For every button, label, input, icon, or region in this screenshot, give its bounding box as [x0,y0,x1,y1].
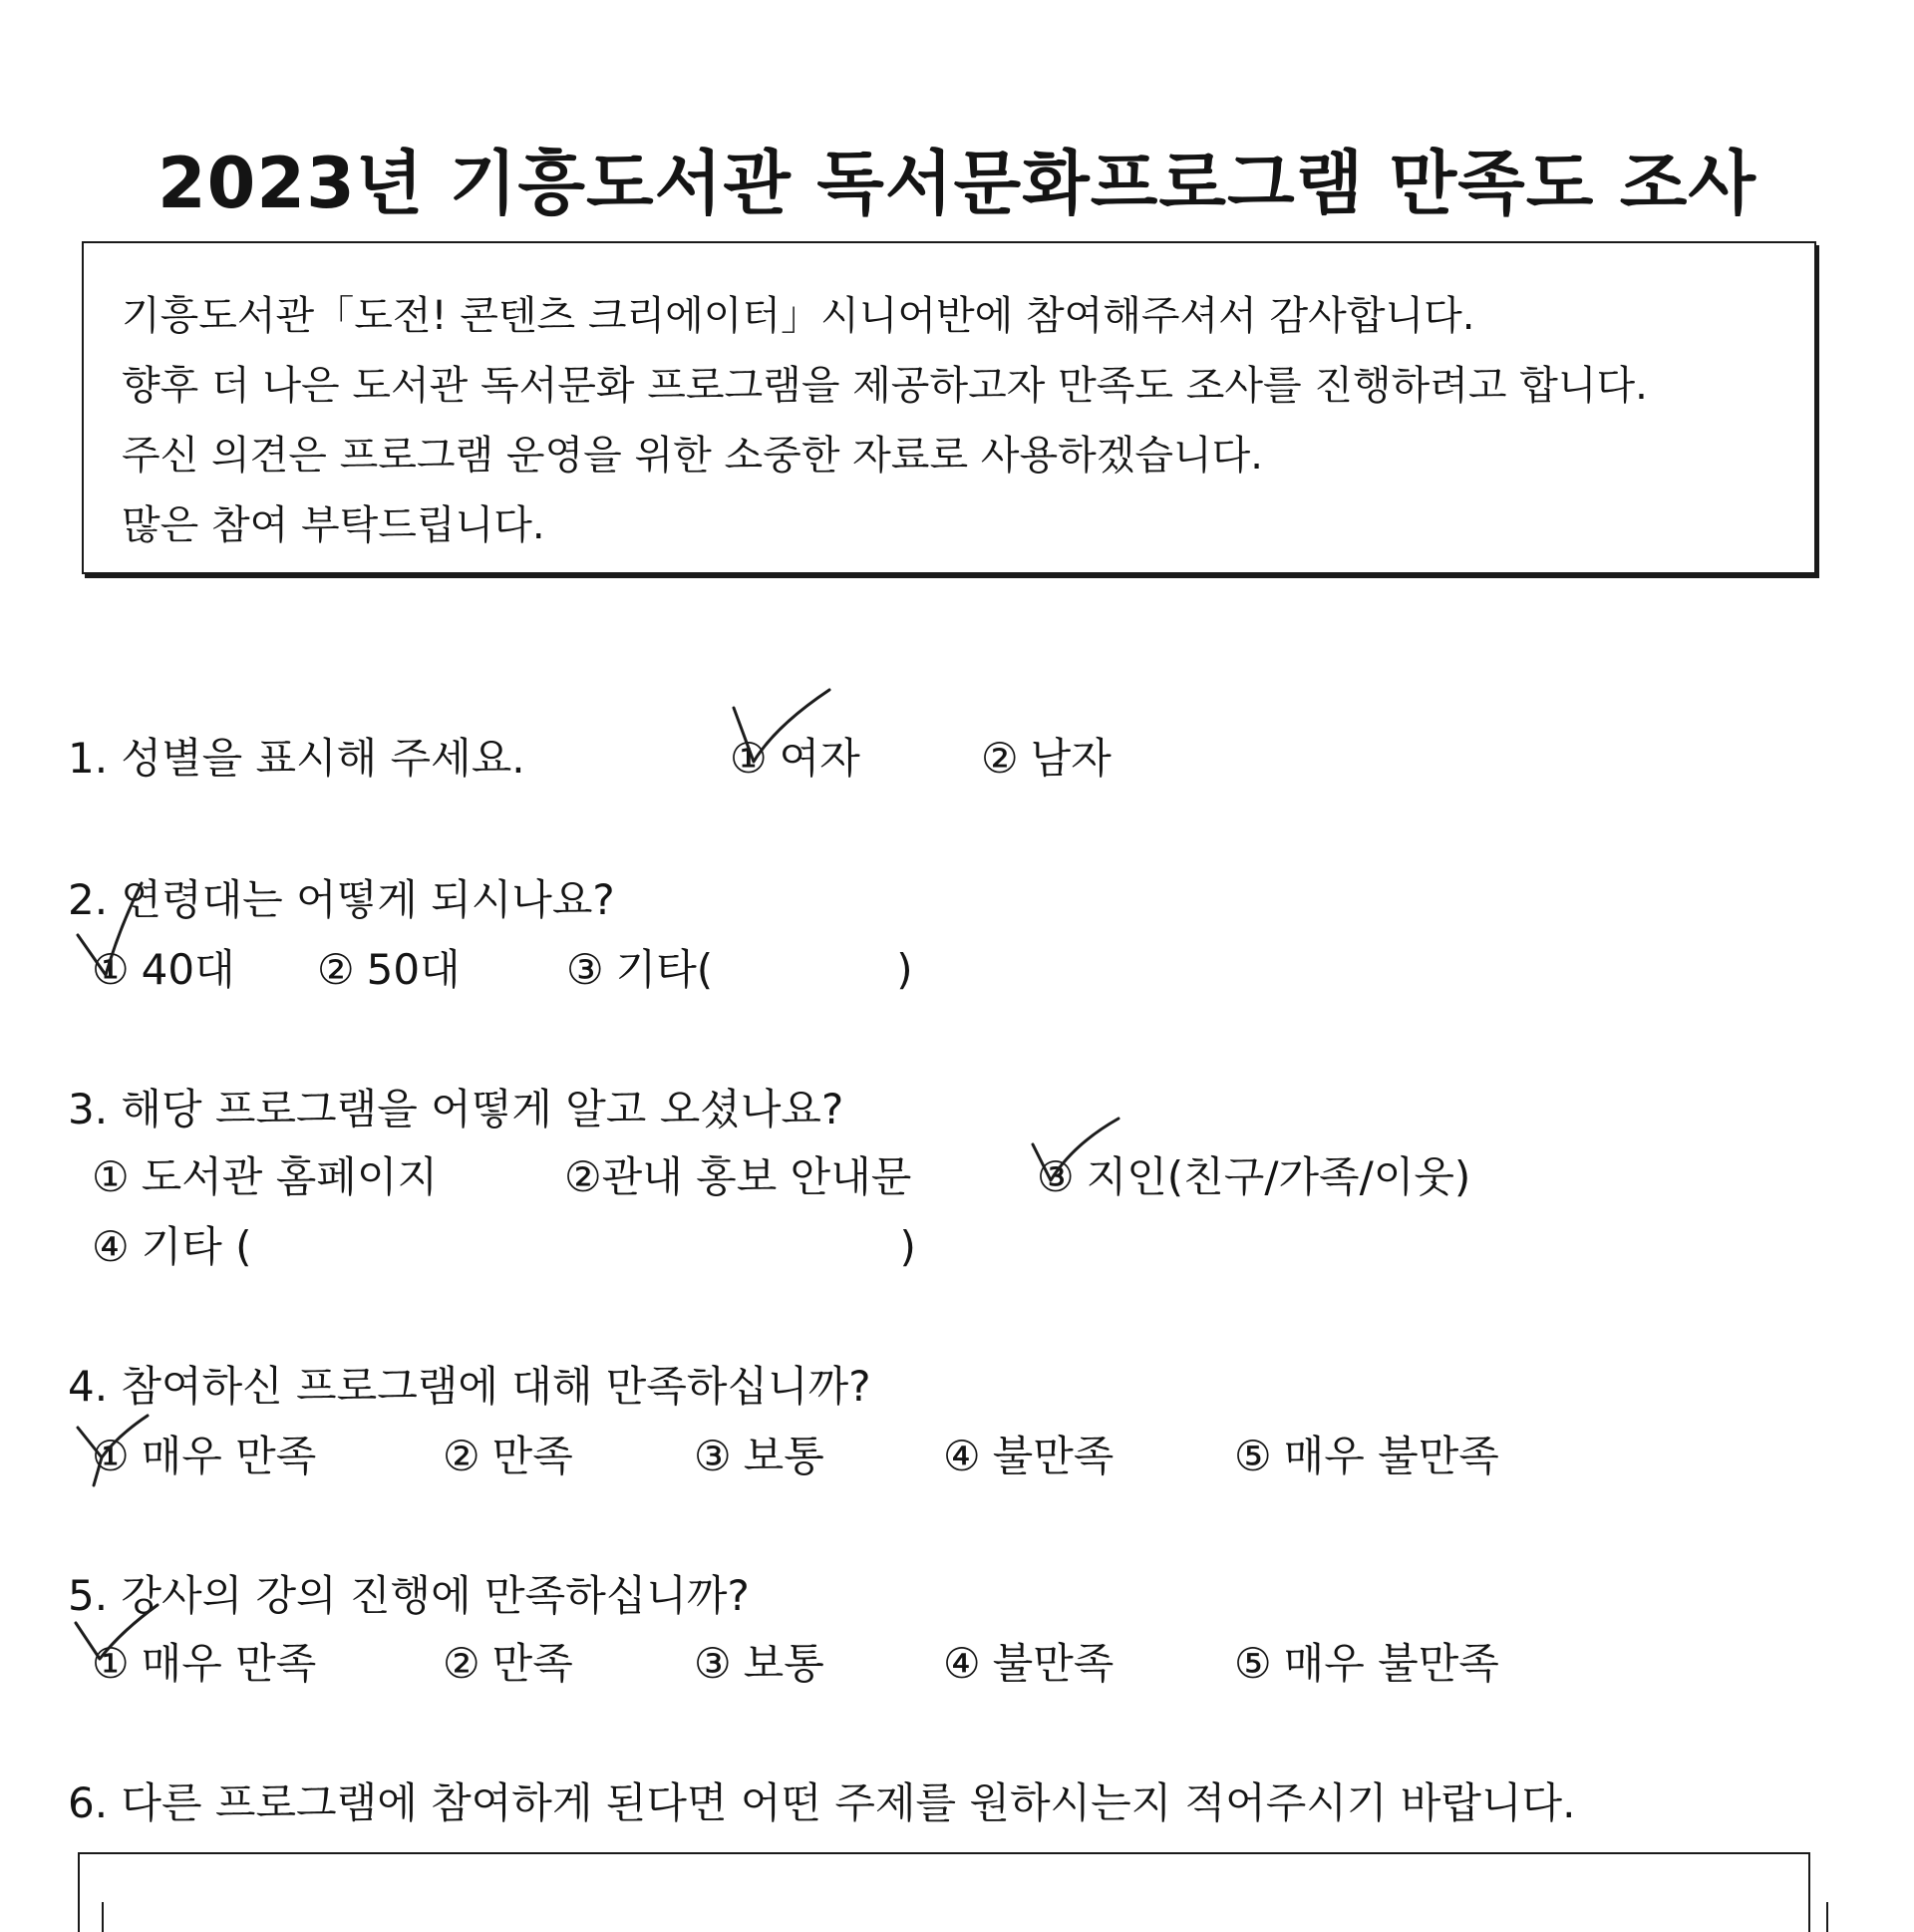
option-number: ② [981,734,1019,783]
q3-option-4[interactable] [92,1214,916,1274]
option-number: ④ [92,1222,130,1271]
survey-title: 2023년 기흥도서관 독서문화프로그램 만족도 조사 [157,143,1757,224]
option-number: ⑤ [1234,1432,1272,1480]
option-label: 도서관 홈페이지 [141,1152,439,1201]
option-number: ⑤ [1234,1639,1272,1688]
option-label: 보통 [743,1639,824,1688]
q3-option-3[interactable] [1037,1144,1470,1204]
q2-option-2[interactable] [317,937,461,997]
option-number: ③ [694,1639,732,1688]
q1-option-2[interactable] [981,726,1112,786]
option-number: ④ [943,1432,981,1480]
question-2: 2. 연령대는 어떻게 되시나요? [68,875,615,924]
option-number: ② [443,1639,480,1688]
option-close: ) [896,945,913,994]
question-6: 6. 다른 프로그램에 참여하게 된다면 어떤 주제를 원하시는지 적어주시기 바랍니다. [68,1778,1576,1827]
option-number: ② [564,1152,602,1201]
option-number: ④ [943,1639,981,1688]
q4-option-2[interactable] [443,1424,573,1483]
option-label: 만족 [491,1432,573,1480]
question-1: 1. 성별을 표시해 주세요. [68,734,525,783]
q4-option-1[interactable] [92,1424,316,1483]
option-label: 기타( [615,945,714,994]
q2-option-1[interactable] [92,937,235,997]
option-label: 지인(친구/가족/이웃) [1086,1152,1471,1201]
intro-box [82,241,1816,574]
q5-option-4[interactable] [943,1631,1114,1691]
option-number: ① [92,1152,130,1201]
option-label: 매우 불만족 [1283,1639,1499,1688]
option-label: 남자 [1030,734,1112,783]
option-number: ③ [1037,1152,1075,1201]
option-label: 보통 [743,1432,824,1480]
option-number: ① [92,945,130,994]
option-label: 불만족 [992,1639,1115,1688]
q5-option-1[interactable] [92,1631,316,1691]
q5-option-5[interactable] [1234,1631,1499,1691]
option-label: 만족 [491,1639,573,1688]
option-number: ① [92,1432,130,1480]
option-number: ② [317,945,355,994]
q2-option-3[interactable] [566,937,913,997]
q4-option-4[interactable] [943,1424,1114,1483]
option-number: ① [92,1639,130,1688]
q5-option-3[interactable] [694,1631,824,1691]
option-label: 관내 홍보 안내문 [601,1152,912,1201]
option-label: 매우 만족 [141,1432,317,1480]
q4-option-3[interactable] [694,1424,824,1483]
intro-line: 주신 의견은 프로그램 운영을 위한 소중한 자료로 사용하겠습니다. [122,433,1263,479]
option-number: ② [443,1432,480,1480]
question-4: 4. 참여하신 프로그램에 대해 만족하십니까? [68,1362,871,1411]
q4-option-5[interactable] [1234,1424,1499,1483]
option-label: 기타 ( [141,1222,252,1271]
option-number: ① [730,734,768,783]
option-label: 40대 [141,945,235,994]
option-label: 매우 만족 [141,1639,317,1688]
q5-option-2[interactable] [443,1631,573,1691]
option-label: 매우 불만족 [1283,1432,1499,1480]
q3-option-2[interactable] [564,1144,911,1204]
q3-option-1[interactable] [92,1144,438,1204]
answer-box-inner-frame [102,1902,1828,1932]
option-number: ③ [694,1432,732,1480]
option-label: 불만족 [992,1432,1115,1480]
intro-line: 기흥도서관「도전! 콘텐츠 크리에이터」시니어반에 참여해주셔서 감사합니다. [122,293,1475,339]
q1-option-1[interactable] [730,726,860,786]
option-number: ③ [566,945,604,994]
answer-textarea[interactable] [78,1852,1810,1932]
option-label: 50대 [366,945,461,994]
question-5: 5. 강사의 강의 진행에 만족하십니까? [68,1571,750,1620]
question-3: 3. 해당 프로그램을 어떻게 알고 오셨나요? [68,1085,844,1133]
option-close: ) [899,1222,916,1271]
intro-line: 많은 참여 부탁드립니다. [122,502,545,548]
option-label: 여자 [779,734,860,783]
intro-line: 향후 더 나은 도서관 독서문화 프로그램을 제공하고자 만족도 조사를 진행하려고 합니다. [122,363,1648,409]
